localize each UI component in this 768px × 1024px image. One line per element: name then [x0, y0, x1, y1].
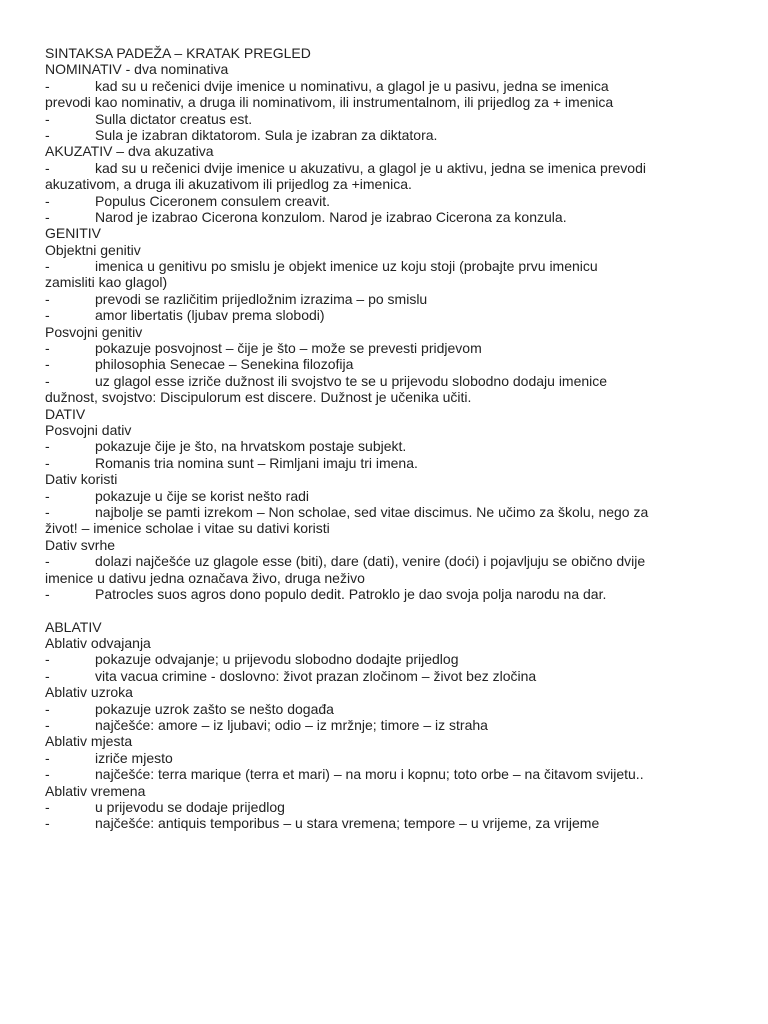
list-item-text: imenice u dativu jedna označava živo, druga neživo [45, 569, 365, 586]
list-item-text: prevodi kao nominativ, a druga ili nominativom, ili instrumentalnom, ili prijedlog za + imenica [45, 94, 614, 111]
bullet-dash: - [45, 585, 50, 602]
list-item-text: pokazuje uzrok zašto se nešto događa [95, 700, 334, 717]
list-item-text: najbolje se pamti izrekom – Non scholae, sed vitae discimus. Ne učimo za školu, nego za [95, 503, 649, 520]
bullet-dash: - [45, 258, 50, 275]
bullet-dash: - [45, 700, 50, 717]
list-item [45, 668, 725, 684]
list-item-text: kad su u rečenici dvije imenice u akuzativu, a glagol je u aktivu, jedna se imenica prevodi [95, 159, 646, 176]
list-item [45, 258, 725, 291]
bullet-dash: - [45, 667, 50, 684]
subsection-heading: Dativ koristi [45, 471, 118, 488]
bullet-dash: - [45, 77, 50, 94]
bullet-dash: - [45, 815, 50, 832]
list-item [45, 799, 725, 815]
list-item-text: Romanis tria nomina sunt – Rimljani imaju tri imena. [95, 454, 418, 471]
bullet-dash: - [45, 454, 50, 471]
list-item [45, 291, 725, 307]
list-item [45, 373, 725, 406]
subsection-heading: Ablativ uzroka [45, 684, 133, 701]
list-item-text: Patrocles suos agros dono populo dedit. Patroklo je dao svoja polja narodu na dar. [95, 585, 607, 602]
bullet-dash: - [45, 192, 50, 209]
bullet-dash: - [45, 372, 50, 389]
bullet-dash: - [45, 356, 50, 373]
list-item [45, 209, 725, 225]
list-item-text: pokazuje posvojnost – čije je što – može se prevesti pridjevom [95, 340, 482, 357]
section-heading-dativ: DATIV [45, 405, 86, 422]
bullet-dash: - [45, 126, 50, 143]
list-item-text: vita vacua crimine - doslovno: život prazan zločinom – život bez zločina [95, 667, 537, 684]
list-item [45, 586, 725, 602]
list-item [45, 488, 725, 504]
list-item-text: Sulla dictator creatus est. [95, 110, 253, 127]
list-item-text: Narod je izabrao Cicerona konzulom. Narod je izabrao Cicerona za konzula. [95, 208, 567, 225]
list-item-text: akuzativom, a druga ili akuzativom ili prijedlog za +imenica. [45, 176, 412, 193]
list-item [45, 307, 725, 323]
bullet-dash: - [45, 110, 50, 127]
list-item-text: amor libertatis (ljubav prema slobodi) [95, 307, 325, 324]
bullet-dash: - [45, 307, 50, 324]
list-item-text: pokazuje u čije se korist nešto radi [95, 487, 309, 504]
list-item-text: život! – imenice scholae i vitae su dativi koristi [45, 520, 330, 537]
list-item [45, 193, 725, 209]
list-item-text: kad su u rečenici dvije imenice u nominativu, a glagol je u pasivu, jedna se imenica [95, 77, 609, 94]
document-body [45, 45, 725, 832]
subsection-heading: Posvojni dativ [45, 421, 132, 438]
section-heading-akuzativ: AKUZATIV – dva akuzativa [45, 143, 214, 160]
bullet-dash: - [45, 159, 50, 176]
subsection-heading: Ablativ mjesta [45, 733, 133, 750]
list-item [45, 750, 725, 766]
document-title: SINTAKSA PADEŽA – KRATAK PREGLED [45, 45, 311, 61]
bullet-dash: - [45, 717, 50, 734]
subsection-heading: Ablativ vremena [45, 782, 146, 799]
bullet-dash: - [45, 651, 50, 668]
list-item-text: uz glagol esse izriče dužnost ili svojstvo te se u prijevodu slobodno dodaju imenice [95, 372, 608, 389]
list-item [45, 504, 725, 537]
list-item-text: zamisliti kao glagol) [45, 274, 168, 291]
list-item [45, 78, 725, 111]
bullet-dash: - [45, 208, 50, 225]
bullet-dash: - [45, 487, 50, 504]
bullet-dash: - [45, 553, 50, 570]
subsection-heading: Ablativ odvajanja [45, 635, 151, 652]
list-item [45, 717, 725, 733]
list-item [45, 438, 725, 454]
bullet-dash: - [45, 749, 50, 766]
list-item-text: dužnost, svojstvo: Discipulorum est discere. Dužnost je učenika učiti. [45, 389, 472, 406]
list-item [45, 356, 725, 372]
list-item [45, 455, 725, 471]
bullet-dash: - [45, 438, 50, 455]
list-item-text: izriče mjesto [95, 749, 173, 766]
bullet-dash: - [45, 503, 50, 520]
section-heading-ablativ: ABLATIV [45, 618, 102, 635]
list-item-text: pokazuje čije je što, na hrvatskom postaje subjekt. [95, 438, 407, 455]
bullet-dash: - [45, 798, 50, 815]
list-item-text: najčešće: antiquis temporibus – u stara vremena; tempore – u vrijeme, za vrijeme [95, 815, 600, 832]
list-item [45, 160, 725, 193]
list-item-text: Populus Ciceronem consulem creavit. [95, 192, 330, 209]
bullet-dash: - [45, 766, 50, 783]
subsection-heading: Dativ svrhe [45, 536, 116, 553]
list-item-text: philosophia Senecae – Senekina filozofija [95, 356, 354, 373]
bullet-dash: - [45, 340, 50, 357]
section-heading-genitiv: GENITIV [45, 225, 102, 242]
list-item-text: najčešće: amore – iz ljubavi; odio – iz mržnje; timore – iz straha [95, 717, 488, 734]
list-item [45, 111, 725, 127]
list-item-text: pokazuje odvajanje; u prijevodu slobodno dodajte prijedlog [95, 651, 459, 668]
list-item [45, 766, 725, 782]
list-item-text: u prijevodu se dodaje prijedlog [95, 798, 285, 815]
list-item-text: Sula je izabran diktatorom. Sula je izabran za diktatora. [95, 126, 438, 143]
list-item-text: dolazi najčešće uz glagole esse (biti), dare (dati), venire (doći) i pojavljuju se obično dvije [95, 553, 646, 570]
list-item [45, 651, 725, 667]
list-item-text: prevodi se različitim prijedložnim izrazima – po smislu [95, 290, 428, 307]
subsection-heading: Objektni genitiv [45, 241, 141, 258]
list-item [45, 340, 725, 356]
bullet-dash: - [45, 290, 50, 307]
subsection-heading: Posvojni genitiv [45, 323, 143, 340]
list-item [45, 553, 725, 586]
list-item [45, 127, 725, 143]
section-heading-nominativ: NOMINATIV - dva nominativa [45, 61, 229, 78]
list-item [45, 815, 725, 831]
list-item [45, 701, 725, 717]
list-item-text: imenica u genitivu po smislu je objekt imenice uz koju stoji (probajte prvu imenicu [95, 258, 598, 275]
blank-line [45, 602, 725, 618]
list-item-text: najčešće: terra marique (terra et mari) – na moru i kopnu; toto orbe – na čitavom svijetu.. [95, 766, 644, 783]
